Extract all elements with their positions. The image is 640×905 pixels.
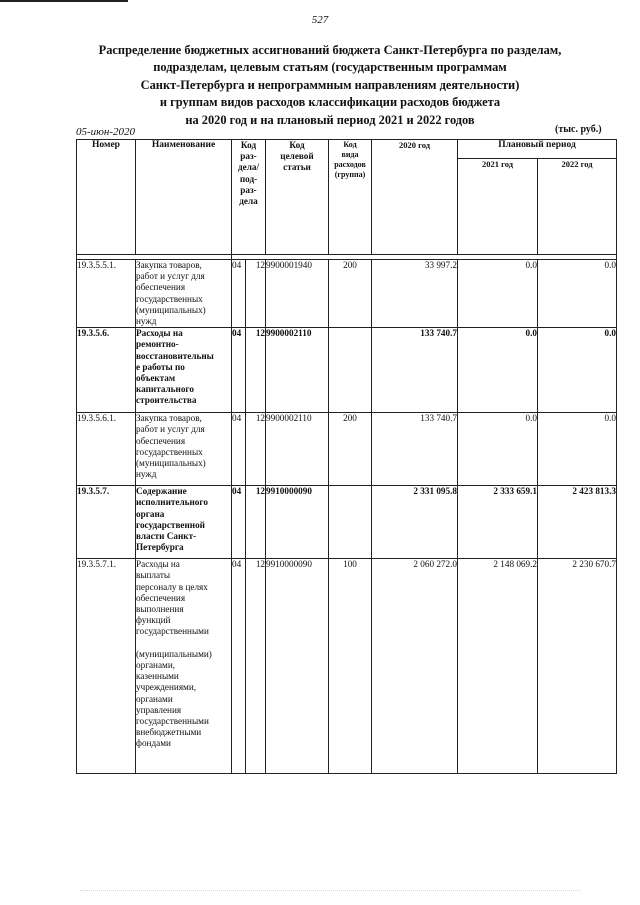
header-section-code: Код раз- дела/ под- раз- дела: [232, 140, 266, 255]
row-2021: 2 333 659.1: [458, 486, 538, 559]
row-2022: 2 230 670.7: [538, 559, 617, 774]
title-line: Распределение бюджетных ассигнований бюджета Санкт-Петербурга по разделам,: [98, 43, 562, 57]
row-subsection: 12: [246, 486, 266, 559]
table-row: [77, 559, 617, 774]
row-section: 04: [232, 486, 246, 559]
row-2020: 2 060 272.0: [372, 559, 458, 774]
row-target: 9900001940: [266, 260, 329, 328]
top-rule: [0, 0, 128, 2]
title-line: на 2020 год и на плановый период 2021 и 2022 годов: [185, 112, 475, 127]
row-2020: 133 740.7: [372, 413, 458, 486]
row-subsection: 12: [246, 328, 266, 413]
row-kind: 200: [329, 413, 372, 486]
table-row: [77, 413, 617, 486]
header-year-2022: 2022 год: [538, 159, 617, 255]
row-section: 04: [232, 328, 246, 413]
row-kind: [329, 486, 372, 559]
row-2021: 0.0: [458, 413, 538, 486]
header-year-2020: 2020 год: [372, 140, 458, 255]
row-name: Закупка товаров, работ и услуг для обеспечения государственных (муниципальных) нужд: [136, 260, 232, 328]
table-row: [77, 328, 617, 413]
row-2022: 0.0: [538, 260, 617, 328]
row-2021: 2 148 069.2: [458, 559, 538, 774]
budget-table: [76, 139, 617, 774]
row-subsection: 12: [246, 260, 266, 328]
units-label: (тыс. руб.): [555, 124, 602, 135]
row-target: 9900002110: [266, 328, 329, 413]
row-target: 9910000090: [266, 486, 329, 559]
row-number: 19.3.5.5.1.: [77, 260, 136, 328]
title-line: подразделам, целевым статьям (государственным программам: [153, 60, 507, 75]
row-target: 9900002110: [266, 413, 329, 486]
footer-scan-artifact: [80, 890, 580, 897]
table-row: [77, 486, 617, 559]
row-2021: 0.0: [458, 260, 538, 328]
document-date: 05-июн-2020: [76, 126, 136, 138]
header-expense-kind: Код вида расходов (группа): [329, 140, 372, 255]
row-2022: 0.0: [538, 328, 617, 413]
title-line: и группам видов расходов классификации расходов бюджета: [159, 95, 501, 110]
document-title: [60, 42, 600, 129]
row-2020: 33 997.2: [372, 260, 458, 328]
row-kind: 200: [329, 260, 372, 328]
row-number: 19.3.5.7.1.: [77, 559, 136, 774]
table-row: [77, 260, 617, 328]
row-section: 04: [232, 559, 246, 774]
row-section: 04: [232, 413, 246, 486]
title-line: Санкт-Петербурга и непрограммным направлениям деятельности): [140, 77, 520, 92]
row-number: 19.3.5.6.: [77, 328, 136, 413]
row-2020: 133 740.7: [372, 328, 458, 413]
row-kind: [329, 328, 372, 413]
header-planned-period: Плановый период: [458, 140, 617, 159]
row-subsection: 12: [246, 413, 266, 486]
row-section: 04: [232, 260, 246, 328]
header-year-2021: 2021 год: [458, 159, 538, 255]
header-name: Наименование: [136, 140, 232, 255]
row-target: 9910000090: [266, 559, 329, 774]
page-number: 527: [311, 14, 329, 26]
row-2021: 0.0: [458, 328, 538, 413]
row-name: Содержание исполнительного органа государственной власти Санкт- Петербурга: [136, 486, 232, 559]
row-name: Закупка товаров, работ и услуг для обеспечения государственных (муниципальных) нужд: [136, 413, 232, 486]
row-number: 19.3.5.7.: [77, 486, 136, 559]
row-name: Расходы на ремонтно- восстановительны е работы по объектам капитального строительства: [136, 328, 232, 413]
row-number: 19.3.5.6.1.: [77, 413, 136, 486]
row-name: Расходы на выплаты персоналу в целях обеспечения выполнения функций государственными (муниципальными) органами, казенными учреждениями, органами управления государственными внебюджетными фондами: [136, 559, 232, 774]
row-2020: 2 331 095.8: [372, 486, 458, 559]
row-kind: 100: [329, 559, 372, 774]
row-2022: 0.0: [538, 413, 617, 486]
header-number: Номер: [77, 140, 136, 255]
header-target-code: Код целевой статьи: [266, 140, 329, 255]
row-2022: 2 423 813.3: [538, 486, 617, 559]
row-subsection: 12: [246, 559, 266, 774]
